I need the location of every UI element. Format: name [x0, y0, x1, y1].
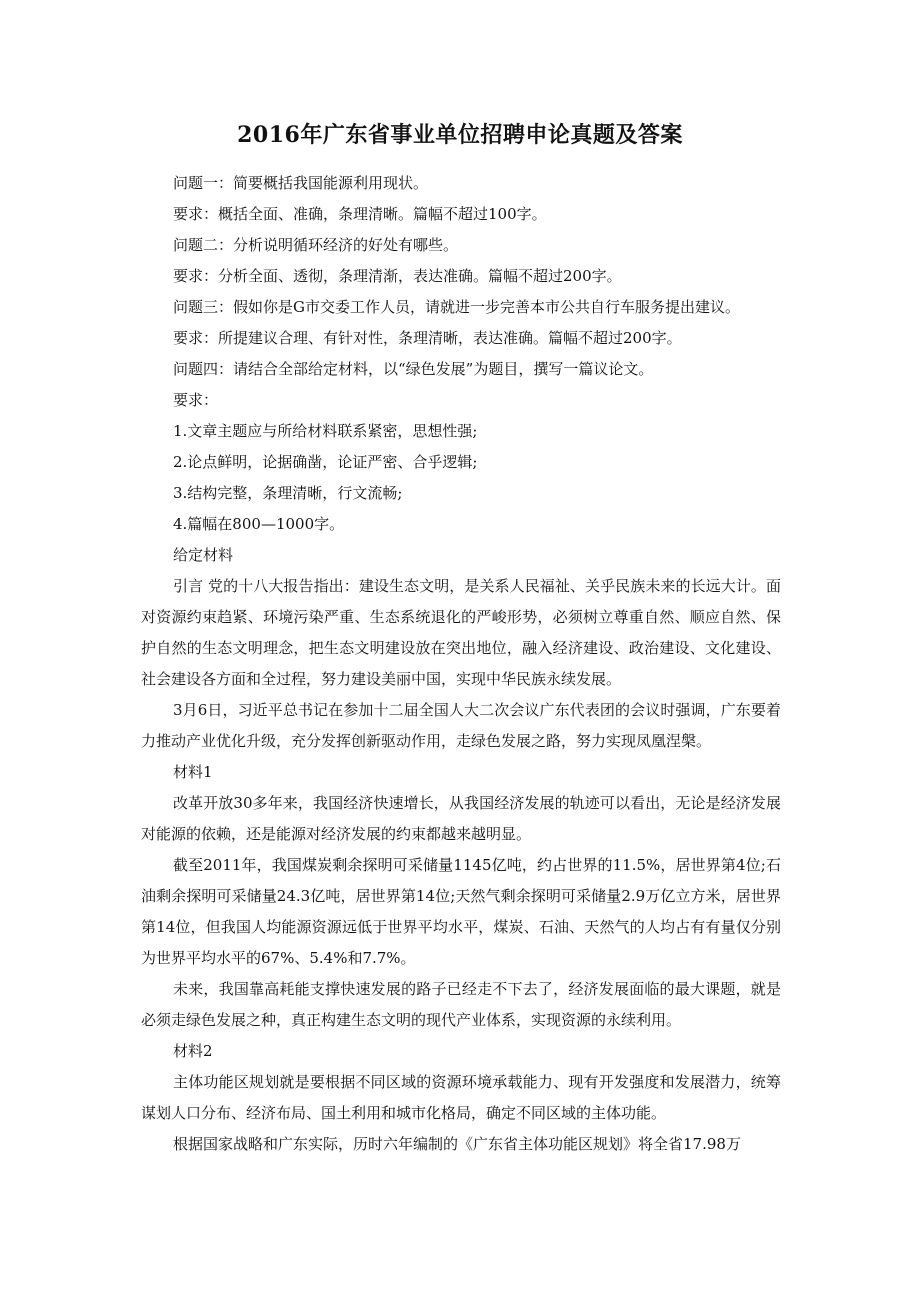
- requirement-1: 要求：概括全面、准确，条理清晰。篇幅不超过100字。: [173, 205, 547, 223]
- material-1-heading: 材料1: [173, 763, 213, 781]
- requirement-4-item-4: 4.篇幅在800—1000字。: [173, 515, 345, 533]
- material-2-paragraph-1: 主体功能区规划就是要根据不同区域的资源环境承载能力、现有开发强度和发展潜力，统筹谋划人口分布、经济布局、国土利用和城市化格局，确定不同区域的主体功能。: [141, 1073, 781, 1122]
- material-1-paragraph-1: 改革开放30多年来，我国经济快速增长，从我国经济发展的轨迹可以看出，无论是经济发展对能源的依赖，还是能源对经济发展的约束都越来越明显。: [141, 794, 781, 843]
- given-materials-heading: 给定材料: [173, 546, 234, 564]
- document-body: [141, 168, 781, 1160]
- question-1: 问题一：简要概括我国能源利用现状。: [173, 174, 429, 192]
- question-3: 问题三：假如你是G市交委工作人员，请就进一步完善本市公共自行车服务提出建议。: [173, 298, 740, 316]
- material-2-heading: 材料2: [173, 1042, 213, 1060]
- intro-paragraph: 引言 党的十八大报告指出：建设生态文明，是关系人民福祉、关乎民族未来的长远大计。面对资源约束趋紧、环境污染严重、生态系统退化的严峻形势，必须树立尊重自然、顺应自然、保护自然的生态文明理念，把生态文明建设放在突出地位，融入经济建设、政治建设、文化建设、社会建设各方面和全过程，努力建设美丽中国，实现中华民族永续发展。: [141, 577, 781, 688]
- material-2-paragraph-2: 根据国家战略和广东实际，历时六年编制的《广东省主体功能区规划》将全省17.98万: [173, 1135, 741, 1153]
- question-4: 问题四：请结合全部给定材料，以“绿色发展”为题目，撰写一篇议论文。: [173, 360, 654, 378]
- requirement-3: 要求：所提建议合理、有针对性，条理清晰，表达准确。篇幅不超过200字。: [173, 329, 682, 347]
- material-1-paragraph-2: 截至2011年，我国煤炭剩余探明可采储量1145亿吨，约占世界的11.5%，居世界第4位;石油剩余探明可采储量24.3亿吨，居世界第14位;天然气剩余探明可采储量2.9万亿立方米，居世界第14位，但我国人均能源资源远低于世界平均水平，煤炭、石油、天然气的人均占有有量仅分别为世界平均水平的67%、5.4%和7.7%。: [141, 856, 781, 967]
- document-title: 2016年广东省事业单位招聘申论真题及答案: [237, 122, 683, 148]
- intro-paragraph-2: 3月6日，习近平总书记在参加十二届全国人大二次会议广东代表团的会议时强调，广东要着力推动产业优化升级，充分发挥创新驱动作用，走绿色发展之路，努力实现凤凰涅槃。: [141, 701, 781, 750]
- material-1-paragraph-3: 未来，我国靠高耗能支撑快速发展的路子已经走不下去了，经济发展面临的最大课题，就是必须走绿色发展之种，真正构建生态文明的现代产业体系，实现资源的永续利用。: [141, 980, 781, 1029]
- requirement-4-item-3: 3.结构完整，条理清晰，行文流畅;: [173, 484, 403, 502]
- requirement-4-item-2: 2.论点鲜明，论据确凿，论证严密、合乎逻辑;: [173, 453, 478, 471]
- requirement-2: 要求：分析全面、透彻，条理清渐，表达准确。篇幅不超过200字。: [173, 267, 622, 285]
- requirement-4-item-1: 1.文章主题应与所给材料联系紧密，思想性强;: [173, 422, 478, 440]
- requirement-4-heading: 要求：: [173, 391, 219, 409]
- question-2: 问题二：分析说明循环经济的好处有哪些。: [173, 236, 459, 254]
